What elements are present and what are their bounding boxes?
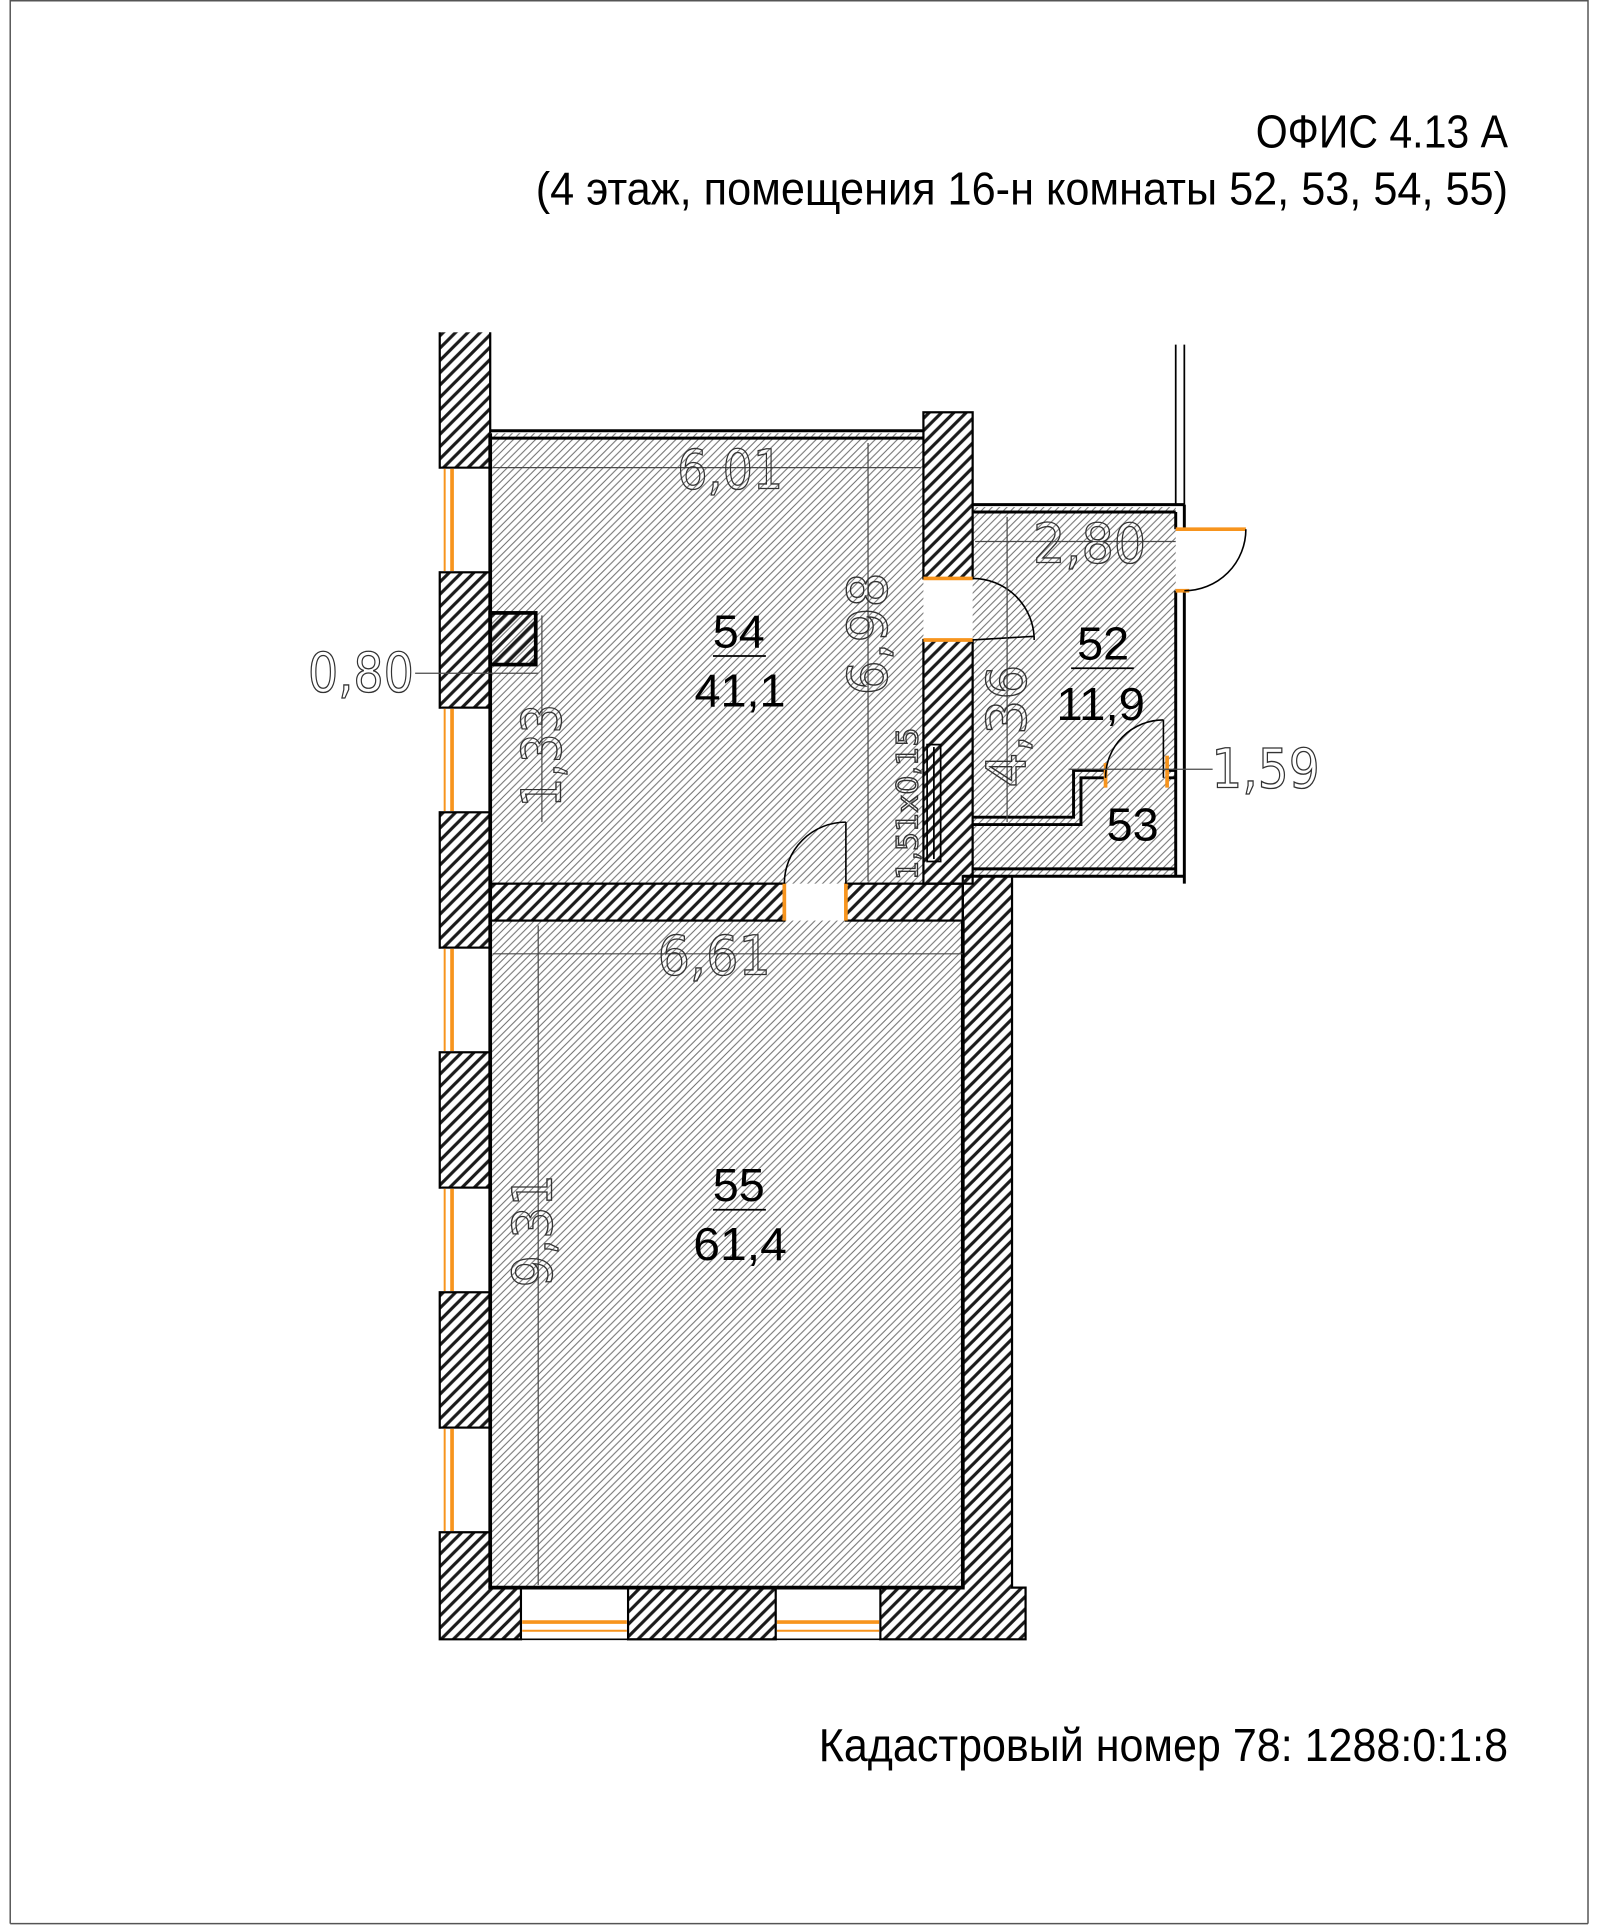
wall-segment — [440, 332, 490, 467]
dimension-label: 1,59 — [1211, 737, 1320, 801]
corridor-wall — [1176, 345, 1185, 505]
window — [441, 1429, 489, 1531]
dimension-label: 1,51x0,15 — [890, 731, 925, 880]
page-subtitle: (4 этаж, помещения 16-н комнаты 52, 53, 54, 55) — [535, 162, 1509, 215]
room-52-right-wall — [1176, 505, 1185, 884]
dimension-label: 6,01 — [677, 438, 784, 502]
window — [441, 709, 489, 811]
room-number-55: 55 — [712, 1159, 765, 1212]
dimension-label: 2,80 — [1032, 512, 1147, 576]
door-swing-arc — [1184, 529, 1246, 591]
window — [521, 1589, 628, 1639]
partition-54-52-lower — [923, 640, 972, 884]
wall-segment — [440, 1292, 490, 1427]
room-area-54: 41,1 — [694, 664, 786, 717]
room-number-52: 52 — [1077, 617, 1130, 670]
door-52-exterior — [1176, 529, 1246, 591]
partition-54-55-right — [846, 884, 963, 921]
window — [441, 469, 489, 571]
dimension-label: 4,36 — [975, 667, 1039, 788]
dimension-label: 6,61 — [657, 924, 771, 988]
window — [776, 1589, 881, 1639]
cadastral-number: Кадастровый номер 78: 1288:0:1:8 — [818, 1719, 1509, 1772]
dimension-label: 6,98 — [836, 574, 900, 696]
room-area-55: 61,4 — [693, 1218, 787, 1271]
room-fills — [490, 433, 1176, 1587]
dimension-label: 9,31 — [501, 1166, 565, 1288]
dimension-label: 1,33 — [510, 686, 574, 808]
wall-segment — [440, 812, 490, 947]
window — [441, 949, 489, 1051]
window — [441, 1189, 489, 1291]
partition-54-55-left — [490, 884, 784, 921]
room-number-53: 53 — [1106, 798, 1159, 851]
wall-segment — [440, 1052, 490, 1187]
page-title: ОФИС 4.13 А — [1255, 105, 1509, 158]
room-number-54: 54 — [712, 605, 765, 658]
wall-segment — [628, 1588, 776, 1640]
room-area-52: 11,9 — [1056, 677, 1145, 730]
partition-54-52-upper — [923, 412, 972, 578]
wall-segment — [440, 572, 490, 707]
column — [490, 613, 536, 665]
dimension-label: 0,80 — [308, 641, 414, 705]
